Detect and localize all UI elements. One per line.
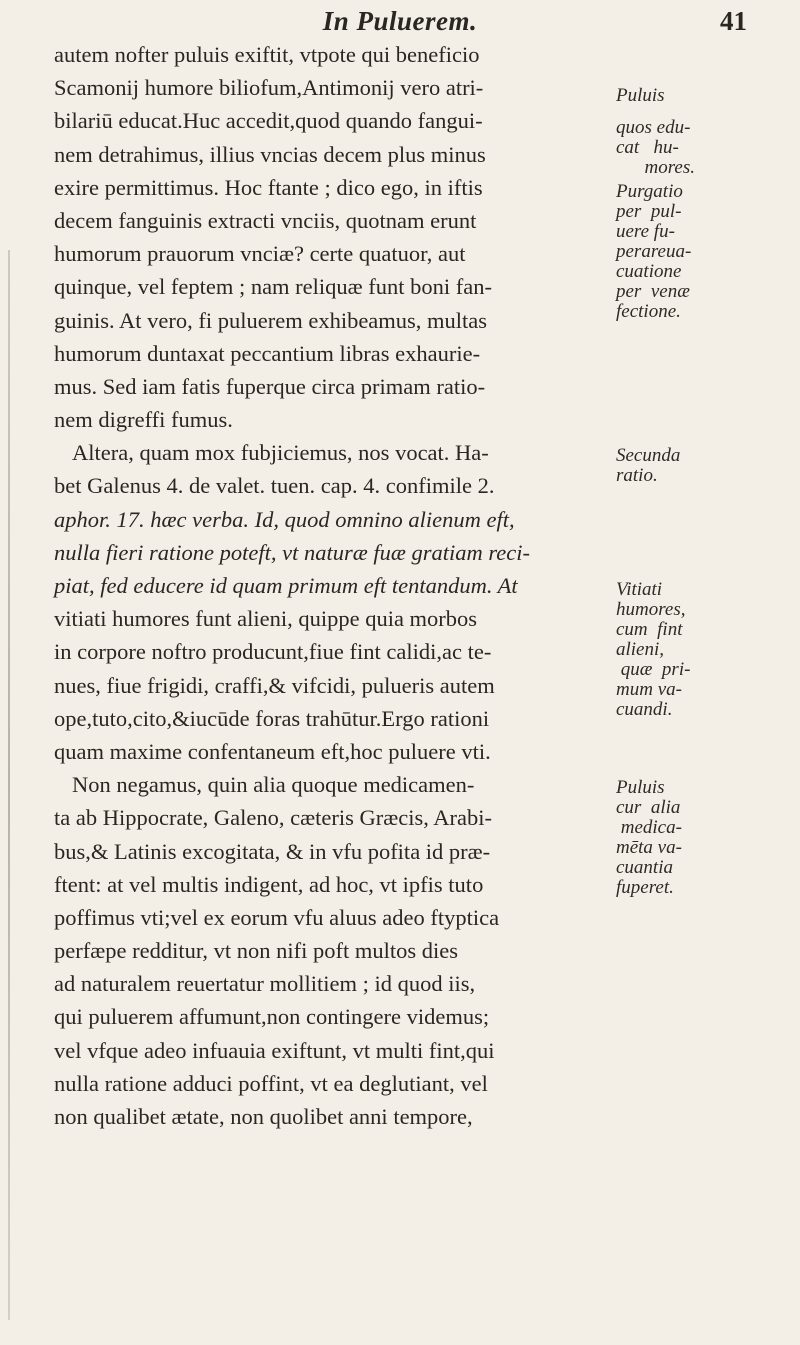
margin-note-vitiati-humores: Vitiati humores, cum fint alieni, quæ pri- mum va- cuandi. bbox=[616, 579, 691, 720]
margin-note-secunda-ratio: Secunda ratio. bbox=[616, 445, 681, 486]
text-line-13: Altera, quam mox fubjiciemus, nos vocat. Ha- bbox=[72, 440, 489, 466]
text-line-14: bet Galenus 4. de valet. tuen. cap. 4. confimile 2. bbox=[54, 473, 495, 499]
text-line-1: autem nofter puluis exiftit, vtpote qui beneficio bbox=[54, 42, 480, 67]
text-line-2: Scamonij humore biliofum,Antimonij vero atri- bbox=[54, 75, 484, 101]
text-line-21: ope,tuto,cito,&iucūde foras trahūtur.Ergo rationi bbox=[54, 705, 490, 731]
main-text-column bbox=[54, 38, 614, 1133]
text-line-26: ftent: at vel multis indigent, ad hoc, vt ipfis tuto bbox=[54, 871, 484, 897]
margin-note-purgatio: Purgatio per pul- uere fu- perareua- cuatione per venæ fectione. bbox=[616, 181, 692, 322]
text-line-18: vitiati humores funt alieni, quippe quia morbos bbox=[54, 606, 478, 632]
running-title: In Puluerem. bbox=[322, 6, 478, 36]
text-line-20: nues, fiue frigidi, craffi,& vifcidi, pulueris autem bbox=[54, 672, 495, 698]
margin-note-humores: quos edu- cat hu- mores. bbox=[616, 117, 695, 178]
text-line-33: non qualibet ætate, non quolibet anni tempore, bbox=[54, 1104, 473, 1129]
text-line-30: qui puluerem affumunt,non contingere videmus; bbox=[54, 1004, 490, 1030]
text-line-29: ad naturalem reuertatur mollitiem ; id quod iis, bbox=[54, 971, 476, 997]
margin-note-puluis-cur: Puluis cur alia medica- mēta va- cuantia fuperet. bbox=[616, 777, 682, 898]
text-line-4: nem detrahimus, illius vncias decem plus minus bbox=[54, 141, 486, 167]
text-line-12: nem digreffi fumus. bbox=[54, 407, 233, 433]
text-line-32: nulla ratione adduci poffint, vt ea deglutiant, vel bbox=[54, 1070, 488, 1096]
text-line-8: quinque, vel feptem ; nam reliquæ funt boni fan- bbox=[54, 274, 493, 300]
text-line-6: decem fanguinis extracti vnciis, quotnam erunt bbox=[54, 207, 477, 233]
text-line-23: Non negamus, quin alia quoque medicamen- bbox=[72, 772, 475, 798]
text-line-19: in corpore noftro producunt,fiue fint calidi,ac te- bbox=[54, 639, 492, 665]
text-line-17: piat, fed educere id quam primum eft tentandum. At bbox=[54, 573, 518, 598]
text-line-3: bilariū educat.Huc accedit,quod quando fangui- bbox=[54, 108, 483, 134]
text-line-22: quam maxime confentaneum eft,hoc puluere vti. bbox=[54, 738, 491, 764]
page-edge-shadow bbox=[8, 250, 10, 1320]
margin-note-puluis: Puluis bbox=[616, 85, 665, 106]
page-number: 41 bbox=[720, 6, 747, 36]
text-line-25: bus,& Latinis excogitata, & in vfu pofita id præ- bbox=[54, 838, 491, 864]
text-line-24: ta ab Hippocrate, Galeno, cæteris Græcis, Arabi- bbox=[54, 805, 492, 831]
text-line-27: poffimus vti;vel ex eorum vfu aluus adeo ftyptica bbox=[54, 904, 500, 930]
text-line-10: humorum duntaxat peccantium libras exhaurie- bbox=[54, 340, 481, 366]
text-line-11: mus. Sed iam fatis fuperque circa primam ratio- bbox=[54, 373, 486, 399]
text-line-5: exire permittimus. Hoc ftante ; dico ego, in iftis bbox=[54, 174, 483, 200]
text-line-15: aphor. 17. hæc verba. Id, quod omnino alienum eft, bbox=[54, 506, 515, 532]
text-line-31: vel vfque adeo infuauia exiftunt, vt multi fint,qui bbox=[54, 1037, 495, 1063]
text-line-9: guinis. At vero, fi puluerem exhibeamus, multas bbox=[54, 307, 488, 333]
text-line-28: perfæpe redditur, vt non nifi poft multos dies bbox=[54, 938, 459, 964]
text-line-16: nulla fieri ratione poteft, vt naturæ fuæ gratiam reci- bbox=[54, 539, 531, 565]
text-line-7: humorum prauorum vnciæ? certe quatuor, aut bbox=[54, 241, 466, 267]
